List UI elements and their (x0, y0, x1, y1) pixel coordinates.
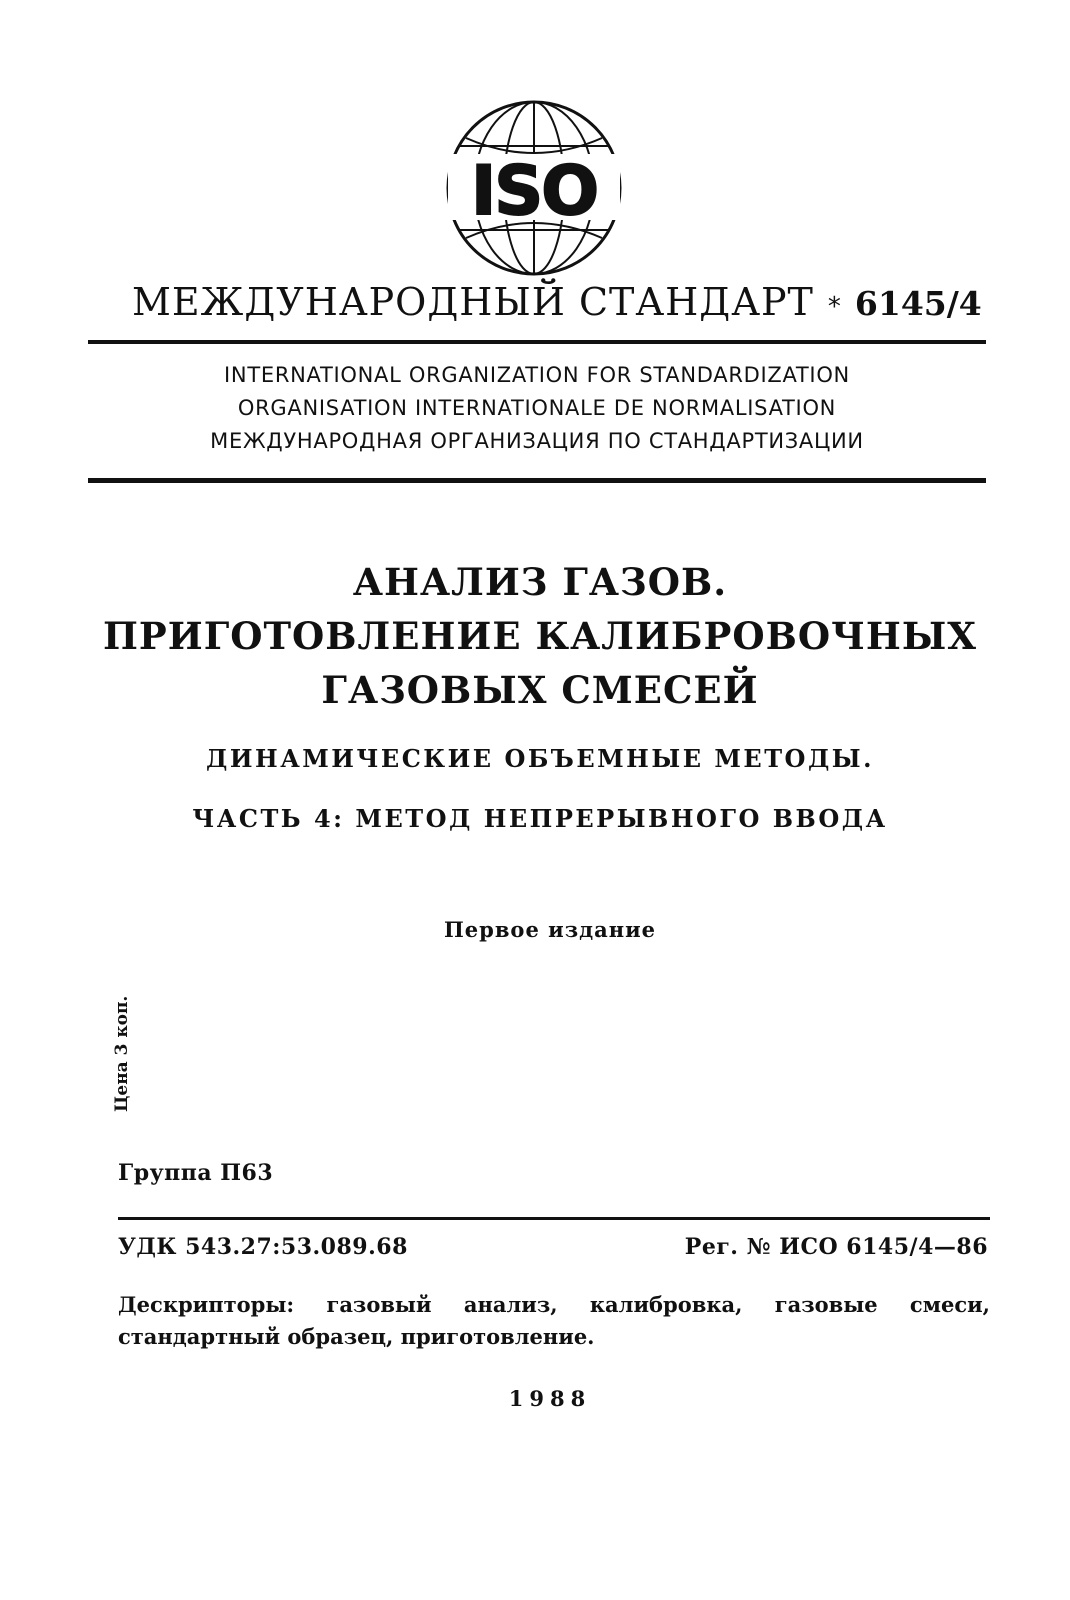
top-divider (88, 340, 986, 344)
svg-text:ISO: ISO (470, 152, 598, 231)
udc-code: УДК 543.27:53.089.68 (118, 1234, 408, 1260)
org-name-russian: МЕЖДУНАРОДНАЯ ОРГАНИЗАЦИЯ ПО СТАНДАРТИЗАЦИИ (210, 429, 864, 453)
registration-number: Рег. № ИСО 6145/4—86 (684, 1234, 988, 1260)
org-name-french: ORGANISATION INTERNATIONALE DE NORMALISATION (237, 396, 837, 420)
group-code: Группа П63 (118, 1160, 274, 1186)
org-name-english: INTERNATIONAL ORGANIZATION FOR STANDARDIZATION (224, 363, 850, 387)
document-part: ЧАСТЬ 4: МЕТОД НЕПРЕРЫВНОГО ВВОДА (192, 804, 888, 833)
edition-label: Первое издание (443, 917, 657, 942)
asterisk-mark: * (827, 292, 841, 322)
document-title-line-1: АНАЛИЗ ГАЗОВ. (352, 560, 728, 604)
price-label: Цена 3 коп. (112, 995, 132, 1112)
descriptors-text: Дескрипторы: газовый анализ, калибровка, газовые смеси, стандартный образец, приготовление. (118, 1292, 990, 1349)
publication-year: 1988 (508, 1386, 592, 1411)
document-subtitle: ДИНАМИЧЕСКИЕ ОБЪЕМНЫЕ МЕТОДЫ. (206, 744, 874, 773)
standard-number: 6145/4 (854, 284, 982, 323)
bottom-divider (118, 1217, 990, 1220)
middle-divider (88, 478, 986, 483)
standard-header (110, 280, 995, 330)
document-title-line-3: ГАЗОВЫХ СМЕСЕЙ (321, 668, 759, 712)
iso-globe-logo (444, 98, 624, 278)
standard-title: МЕЖДУНАРОДНЫЙ СТАНДАРТ (132, 280, 814, 324)
document-title-line-2: ПРИГОТОВЛЕНИЕ КАЛИБРОВОЧНЫХ (102, 614, 977, 658)
